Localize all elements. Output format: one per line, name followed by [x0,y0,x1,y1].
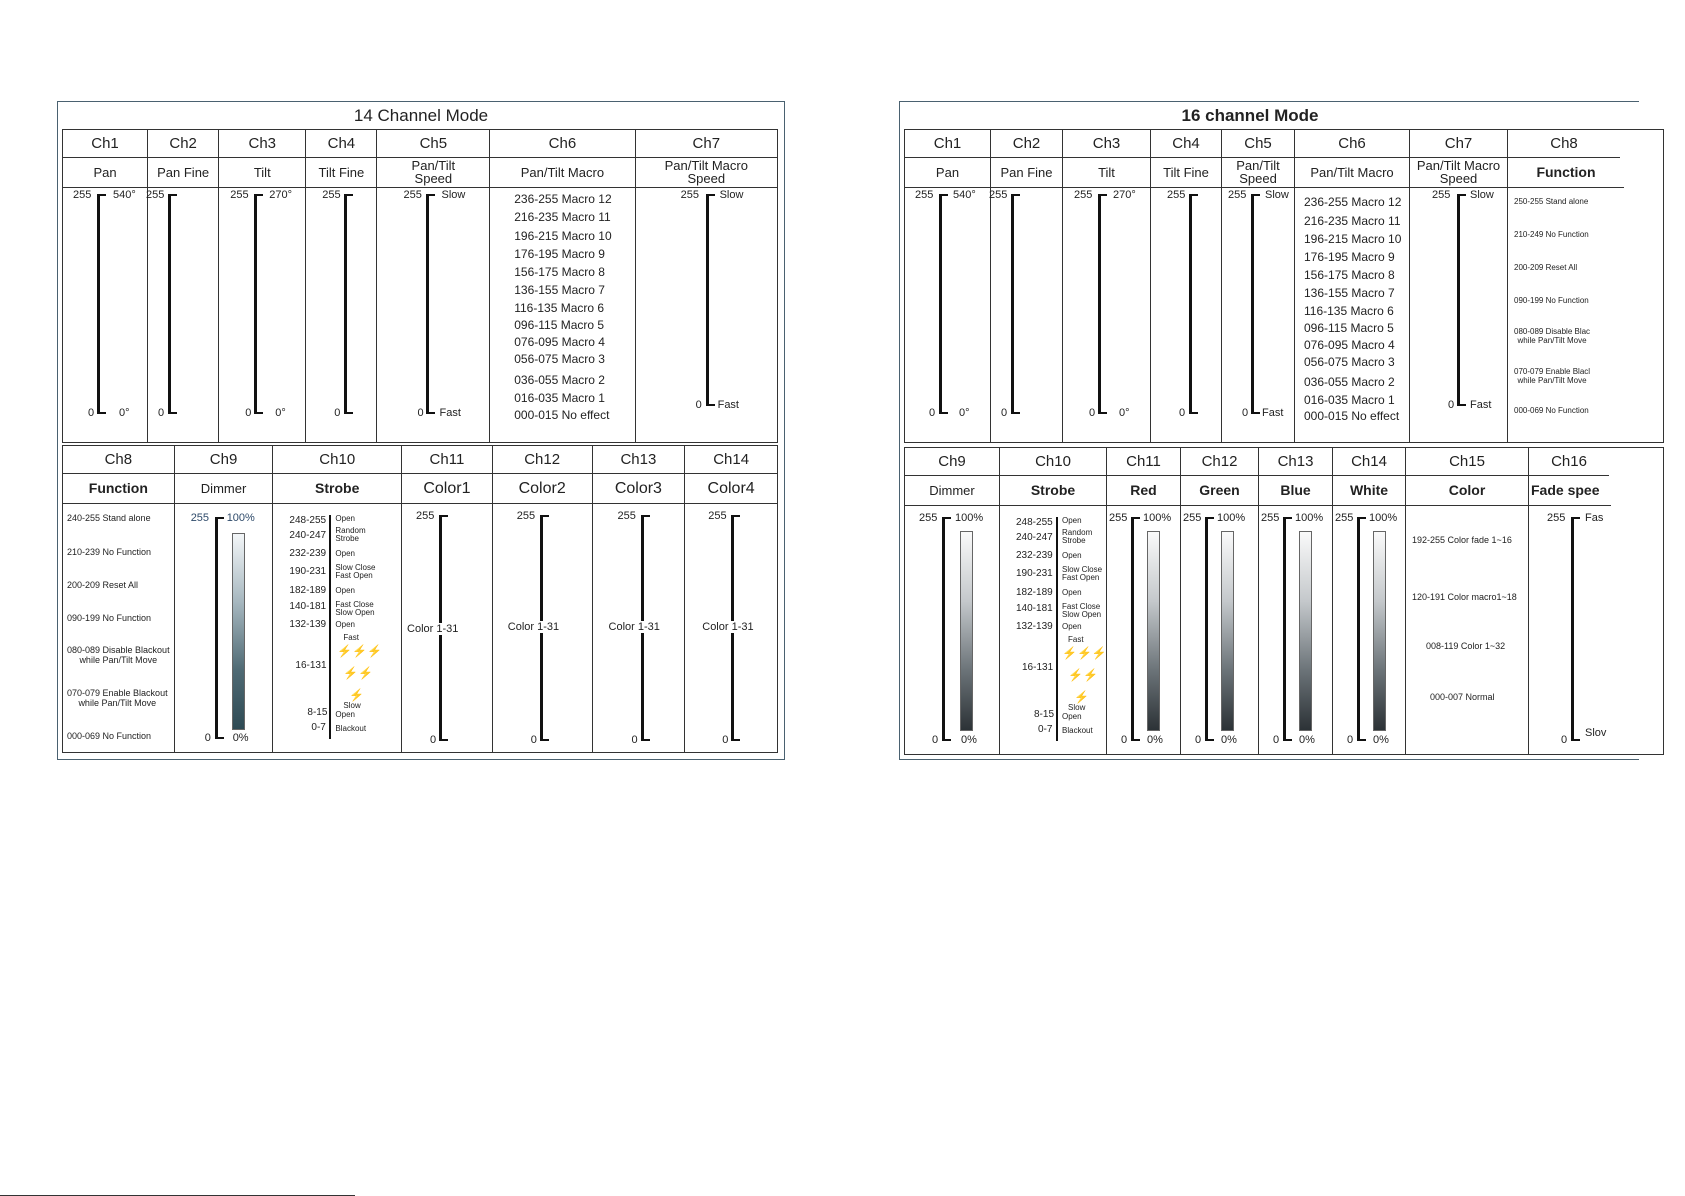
channel-number: Ch9 [175,446,273,474]
function-item: 070-079 Enable Blackout while Pan/Tilt Move [67,688,168,708]
strobe-range: 182-189 [289,585,327,596]
value-low: 0 [334,407,341,419]
value-high-label: Slow [1265,189,1289,201]
channel-number: Ch11 [402,446,492,474]
channel-number: Ch11 [1107,448,1180,476]
value-high-label: 540° [113,189,136,201]
strobe-range: 8-15 [307,707,328,718]
channel-number: Ch6 [1295,130,1409,158]
channel-number: Ch9 [905,448,999,476]
lightning-slow-icon: ⚡ [1074,690,1089,704]
channel-function: Pan [63,157,147,188]
strobe-range: 140-181 [289,601,327,612]
strobe-range: 0-7 [311,722,326,733]
strobe-note: Blackout [1062,726,1093,735]
channel-function: Pan/Tilt Macro Speed [1410,157,1507,188]
value-low: 0 [88,407,95,419]
macro-list [490,187,634,442]
channel-number: Ch4 [306,130,376,158]
macro-item: 116-135 Macro 6 [1304,304,1394,318]
macro-item: 096-115 Macro 5 [1304,321,1394,335]
panel-title: 14 Channel Mode [353,106,489,125]
strobe-range: 132-139 [1016,621,1053,632]
intensity-gradient [1221,531,1234,731]
strobe-note: Random Strobe [335,526,366,543]
macro-item: 016-035 Macro 1 [514,391,605,405]
value-high: 255 [708,510,727,522]
channel-ch3 [1063,130,1151,442]
value-high-label: 100% [955,512,984,524]
value-high-label: 540° [953,189,976,201]
channel-number: Ch1 [905,130,990,158]
channel-function: Dimmer [175,473,273,504]
channel-ch13 [1259,448,1333,754]
channel-number: Ch5 [377,130,489,158]
channel-number: Ch16 [1529,448,1609,476]
macro-item: 236-255 Macro 12 [514,192,612,206]
channel-number: Ch12 [1181,448,1258,476]
strobe-range: 248-255 [289,515,327,526]
channel-number: Ch7 [1410,130,1507,158]
channel-ch6 [490,130,635,442]
value-high-label: 100% [1369,512,1398,524]
strobe-range: 190-231 [289,566,327,577]
macro-item: 016-035 Macro 1 [1304,393,1395,407]
strobe-range: 16-131 [1022,662,1054,673]
channel-ch8 [1508,130,1648,442]
channel-ch4 [306,130,377,442]
value-high: 255 [416,510,435,522]
channel-ch10 [273,446,402,752]
channel-number: Ch10 [1000,448,1106,476]
macro-item: 036-055 Macro 2 [514,373,605,387]
channel-function: Tilt Fine [306,157,376,188]
value-low: 0 [1195,734,1202,746]
channel-ch2 [991,130,1063,442]
macro-item: 196-215 Macro 10 [1304,232,1402,246]
strobe-note: Slow [1068,703,1086,712]
top-channel-row [904,129,1664,443]
strobe-range: 190-231 [1016,568,1053,579]
value-low: 0 [1347,734,1354,746]
strobe-note: Open [1062,516,1082,525]
value-high-label: 100% [226,512,255,524]
color-item: 008-119 Color 1~32 [1426,641,1506,651]
function-item: 080-089 Disable Blackout while Pan/Tilt Move [67,645,170,665]
dimmer-gradient [960,531,973,731]
value-high: 255 [1074,189,1093,201]
macro-item: 000-015 No effect [514,408,610,422]
channel-ch4 [1151,130,1222,442]
function-list [1508,187,1648,442]
intensity-gradient [1373,531,1386,731]
channel-function: Green [1181,475,1258,506]
strobe-note: Fast Close Slow Open [335,600,375,617]
macro-item: 056-075 Macro 3 [514,352,605,366]
channel-function: Strobe [273,473,401,504]
channel-function: Tilt Fine [1151,157,1221,188]
channel-function: Red [1107,475,1180,506]
value-low-label: 0% [961,734,977,746]
channel-function: Blue [1259,475,1332,506]
value-low: 0 [417,407,424,419]
channel-number: Ch14 [685,446,777,474]
strobe-note: Fast Close Slow Open [1062,602,1102,619]
value-low: 0 [1089,407,1096,419]
macro-item: 056-075 Macro 3 [1304,355,1395,369]
strobe-note: Open [1062,551,1082,560]
panel-16-channel-mode-clip [899,99,1607,769]
panel-16-channel-mode [899,101,1639,760]
channel-ch1 [63,130,148,442]
value-low: 0 [929,407,936,419]
function-item: 210-239 No Function [67,547,152,557]
strobe-range: 232-239 [1016,550,1053,561]
color-list [1406,505,1528,754]
strobe-note: Slow [343,701,361,710]
channel-ch10 [1000,448,1107,754]
value-low: 0 [204,732,211,744]
value-high-label: 270° [269,189,293,201]
value-high: 255 [1109,512,1128,524]
channel-function: Dimmer [905,475,999,506]
channel-ch3 [219,130,306,442]
macro-item: 036-055 Macro 2 [1304,375,1395,389]
channel-number: Ch2 [991,130,1062,158]
channel-number: Ch3 [1063,130,1150,158]
channel-function: Pan/Tilt Speed [377,157,489,188]
channel-ch11 [1107,448,1181,754]
lightning-slow-icon: ⚡ [349,688,365,702]
lightning-medium-icon: ⚡⚡ [1068,668,1098,682]
channel-ch13 [593,446,686,752]
channel-function: Pan/Tilt Speed [1222,157,1294,188]
channel-number: Ch14 [1333,448,1405,476]
strobe-scale [273,503,401,752]
value-low: 0 [1273,734,1280,746]
strobe-range: 240-247 [1016,532,1053,543]
value-high: 255 [1547,512,1566,524]
macro-item: 076-095 Macro 4 [514,335,605,349]
channel-ch5 [1222,130,1295,442]
macro-item: 176-195 Macro 9 [514,247,605,261]
channel-ch9 [905,448,1000,754]
strobe-note: Open [335,620,355,629]
value-low-label: Fast [717,399,739,411]
channel-function: Color1 [402,473,492,504]
channel-ch6 [1295,130,1410,442]
channel-number: Ch2 [148,130,218,158]
macro-item: 096-115 Macro 5 [514,318,605,332]
channel-function: Color2 [493,473,592,504]
value-mid: Color 1-31 [608,621,660,633]
value-low-label: Slov [1585,727,1607,739]
value-low: 0 [1001,407,1008,419]
macro-item: 136-155 Macro 7 [514,283,605,297]
value-low-label: Fast [439,407,461,419]
channel-ch11 [402,446,493,752]
strobe-note: Slow Close Fast Open [335,563,376,580]
value-low-label: 0% [1147,734,1163,746]
value-high: 255 [680,189,699,201]
value-low: 0 [1121,734,1128,746]
channel-function: Pan Fine [148,157,218,188]
lightning-medium-icon: ⚡⚡ [343,666,374,680]
strobe-range: 240-247 [289,530,327,541]
channel-ch2 [148,130,219,442]
value-high: 255 [1183,512,1202,524]
value-high: 255 [146,189,165,201]
value-low-label: 0° [1119,407,1130,419]
strobe-note: Open [335,710,355,719]
channel-function: Color4 [685,473,777,504]
value-mid: Color 1-31 [407,623,459,635]
channel-function: Pan/Tilt Macro [1295,157,1409,188]
channel-function: Fade spee [1529,475,1611,506]
value-low-label: 0% [1299,734,1315,746]
strobe-note: Random Strobe [1062,528,1093,545]
channel-number: Ch6 [490,130,634,158]
function-item: 210-249 No Function [1514,230,1589,239]
value-high: 255 [617,510,636,522]
value-high: 255 [516,510,536,522]
panel-14-channel-mode [57,101,785,760]
value-low: 0 [695,399,702,411]
value-high: 255 [919,512,938,524]
channel-ch7 [1410,130,1508,442]
strobe-note: Open [1062,622,1082,631]
value-low-label: 0% [1221,734,1237,746]
strobe-range: 140-181 [1016,603,1053,614]
value-high: 255 [989,189,1008,201]
value-low-label: Fast [1262,407,1284,419]
value-high-label: Slow [1470,189,1494,201]
color-item: 000-007 Normal [1430,692,1495,702]
channel-ch1 [905,130,991,442]
value-low: 0 [430,734,437,746]
value-low: 0 [1242,407,1249,419]
function-item: 000-069 No Function [67,731,152,741]
strobe-note: Open [335,549,355,558]
value-high: 255 [1261,512,1280,524]
function-item: 080-089 Disable Blac while Pan/Tilt Move [1514,327,1591,345]
value-high: 255 [1167,189,1186,201]
macro-item: 176-195 Macro 9 [1304,250,1395,264]
channel-function: Function [63,473,174,504]
value-low-label: 0% [1373,734,1389,746]
lightning-fast-icon: ⚡⚡⚡ [337,644,383,658]
channel-ch12 [1181,448,1259,754]
bottom-channel-row [62,445,778,753]
value-high: 255 [322,189,341,201]
intensity-gradient [1299,531,1312,731]
value-high-label: 100% [1217,512,1246,524]
value-low-label: 0% [232,732,249,744]
channel-number: Ch3 [219,130,305,158]
function-item: 070-079 Enable Blacl while Pan/Tilt Move [1514,367,1591,385]
dimmer-gradient [232,533,245,730]
channel-number: Ch1 [63,130,147,158]
value-high: 255 [73,189,92,201]
value-low-label: 0° [959,407,970,419]
channel-ch14 [685,446,777,752]
channel-function: Pan/Tilt Macro [490,157,634,188]
value-high: 255 [915,189,934,201]
macro-item: 136-155 Macro 7 [1304,286,1395,300]
bottom-channel-row [904,447,1664,755]
macro-item: 000-015 No effect [1304,409,1400,423]
macro-item: 196-215 Macro 10 [514,229,612,243]
strobe-range: 232-239 [289,548,327,559]
value-low-label: 0° [275,407,286,419]
macro-list [1295,187,1409,442]
channel-number: Ch15 [1406,448,1528,476]
channel-function: Pan/Tilt Macro Speed [636,157,777,188]
value-high-label: 100% [1143,512,1172,524]
channel-number: Ch4 [1151,130,1221,158]
color-item: 192-255 Color fade 1~16 [1412,535,1512,545]
channel-number: Ch5 [1222,130,1294,158]
channel-ch12 [493,446,593,752]
strobe-note: Fast [1068,635,1084,644]
channel-function: Function [1508,157,1624,188]
strobe-range: 182-189 [1016,587,1053,598]
value-high: 255 [403,189,422,201]
channel-ch15 [1406,448,1529,754]
macro-item: 076-095 Macro 4 [1304,338,1395,352]
value-low-label: 0° [119,407,130,419]
strobe-note: Slow Close Fast Open [1062,565,1103,582]
channel-number: Ch13 [593,446,685,474]
function-item: 200-209 Reset All [67,580,139,590]
strobe-scale [1000,505,1106,754]
channel-number: Ch13 [1259,448,1332,476]
strobe-note: Open [335,586,355,595]
channel-ch7 [636,130,777,442]
function-item: 090-199 No Function [67,613,152,623]
channel-ch16 [1529,448,1629,754]
value-low: 0 [245,407,252,419]
value-low: 0 [932,734,939,746]
value-high-label: 100% [1295,512,1324,524]
strobe-range: 248-255 [1016,517,1053,528]
function-item: 090-199 No Function [1514,296,1589,305]
macro-item: 156-175 Macro 8 [1304,268,1395,282]
channel-function: Pan Fine [991,157,1062,188]
strobe-note: Fast [343,633,359,642]
channel-function: Pan [905,157,990,188]
channel-function: Color [1406,475,1528,506]
channel-number: Ch8 [1508,130,1620,158]
function-item: 200-209 Reset All [1514,263,1578,272]
function-item: 240-255 Stand alone [67,513,151,523]
macro-item: 116-135 Macro 6 [514,301,605,315]
value-high-label: 270° [1113,189,1136,201]
value-mid: Color 1-31 [507,621,560,633]
channel-function: Tilt [1063,157,1150,188]
value-low: 0 [158,407,165,419]
value-high: 255 [1432,189,1451,201]
strobe-range: 16-131 [295,660,327,671]
macro-item: 156-175 Macro 8 [514,265,605,279]
channel-number: Ch10 [273,446,401,474]
value-high-label: Slow [441,189,466,201]
function-item: 250-255 Stand alone [1514,197,1589,206]
value-low: 0 [1448,399,1455,411]
channel-ch14 [1333,448,1406,754]
strobe-note: Open [1062,588,1082,597]
color-item: 120-191 Color macro1~18 [1412,592,1517,602]
top-channel-row [62,129,778,443]
value-high: 255 [1335,512,1354,524]
channel-number: Ch8 [63,446,174,474]
channel-function: Strobe [1000,475,1106,506]
value-low: 0 [1561,734,1568,746]
function-item: 000-069 No Function [1514,406,1589,415]
channel-ch9 [175,446,274,752]
channel-function: Tilt [219,157,305,188]
channel-number: Ch12 [493,446,592,474]
strobe-range: 0-7 [1038,724,1053,735]
value-high: 255 [230,189,249,201]
value-low: 0 [722,734,729,746]
channel-number: Ch7 [636,130,777,158]
strobe-range: 132-139 [289,619,327,630]
value-low: 0 [530,734,537,746]
strobe-note: Blackout [335,724,367,733]
value-low: 0 [631,734,638,746]
strobe-note: Open [335,514,355,523]
value-mid: Color 1-31 [702,621,754,633]
macro-item: 216-235 Macro 11 [514,210,611,224]
lightning-fast-icon: ⚡⚡⚡ [1062,646,1107,660]
strobe-range: 8-15 [1034,709,1055,720]
macro-item: 216-235 Macro 11 [1304,214,1401,228]
value-high: 255 [1228,189,1247,201]
value-high-label: Fas [1585,512,1604,524]
panel-title: 16 channel Mode [1181,106,1319,125]
intensity-gradient [1147,531,1160,731]
channel-ch8 [63,446,175,752]
channel-ch5 [377,130,490,442]
value-high-label: Slow [719,189,744,201]
channel-function: Color3 [593,473,685,504]
value-high: 255 [190,512,210,524]
value-low: 0 [1179,407,1186,419]
value-low-label: Fast [1470,399,1492,411]
channel-function: White [1333,475,1405,506]
function-list [63,503,174,752]
macro-item: 236-255 Macro 12 [1304,195,1402,209]
strobe-note: Open [1062,712,1082,721]
